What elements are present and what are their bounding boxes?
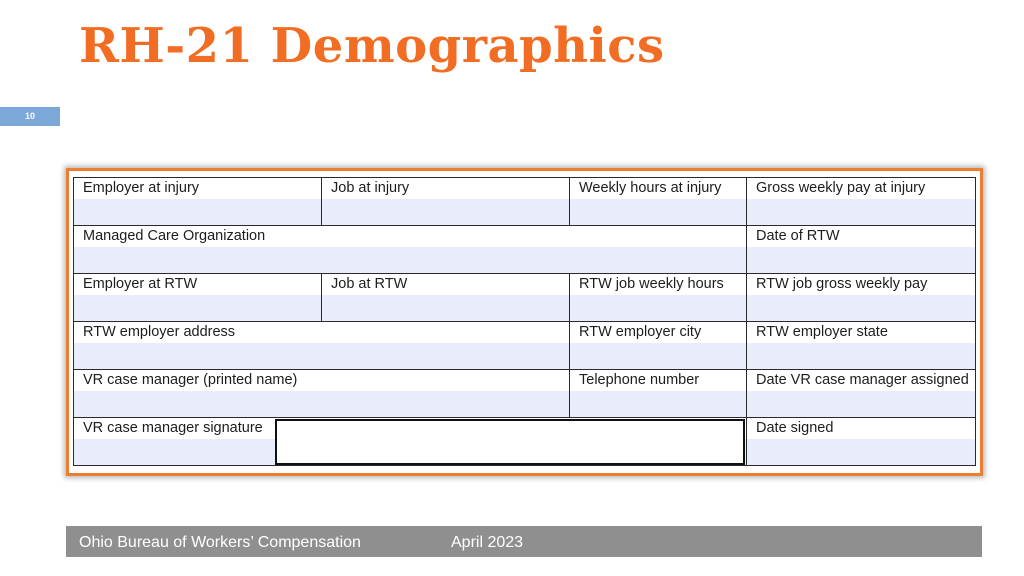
rtw-employer-city-field[interactable] bbox=[569, 321, 747, 370]
footer-date: April 2023 bbox=[451, 534, 524, 551]
weekly-hours-at-injury-field[interactable] bbox=[569, 177, 747, 226]
date-signed-label: Date signed bbox=[756, 420, 834, 436]
vr-case-manager-name-label: VR case manager (printed name) bbox=[83, 372, 298, 388]
telephone-number-field[interactable] bbox=[569, 369, 747, 418]
rtw-employer-city-label: RTW employer city bbox=[579, 324, 702, 340]
date-of-rtw-label: Date of RTW bbox=[756, 228, 840, 244]
vr-case-manager-signature-label: VR case manager signature bbox=[83, 420, 263, 436]
telephone-number-label: Telephone number bbox=[579, 372, 700, 388]
rtw-employer-state-field[interactable] bbox=[746, 321, 976, 370]
date-of-rtw-field[interactable] bbox=[746, 225, 976, 274]
date-vr-case-manager-assigned-label: Date VR case manager assigned bbox=[756, 372, 969, 388]
managed-care-organization-field[interactable] bbox=[73, 225, 747, 274]
job-at-injury-field[interactable] bbox=[321, 177, 570, 226]
rtw-job-weekly-hours-field[interactable] bbox=[569, 273, 747, 322]
slide-number: 10 bbox=[0, 107, 60, 126]
slide-title: RH-21 Demographics bbox=[79, 18, 665, 74]
weekly-hours-at-injury-label: Weekly hours at injury bbox=[579, 180, 722, 196]
managed-care-organization-label: Managed Care Organization bbox=[83, 228, 266, 244]
job-at-rtw-label: Job at RTW bbox=[331, 276, 408, 292]
gross-weekly-pay-at-injury-field[interactable] bbox=[746, 177, 976, 226]
rtw-employer-address-label: RTW employer address bbox=[83, 324, 236, 340]
date-signed-field[interactable] bbox=[746, 417, 976, 466]
gross-weekly-pay-at-injury-label: Gross weekly pay at injury bbox=[756, 180, 926, 196]
rtw-job-weekly-hours-label: RTW job weekly hours bbox=[579, 276, 724, 292]
employer-at-injury-field[interactable] bbox=[73, 177, 322, 226]
rtw-job-gross-weekly-pay-label: RTW job gross weekly pay bbox=[756, 276, 928, 292]
job-at-rtw-field[interactable] bbox=[321, 273, 570, 322]
employer-at-injury-label: Employer at injury bbox=[83, 180, 200, 196]
signature-box[interactable] bbox=[275, 419, 745, 465]
employer-at-rtw-field[interactable] bbox=[73, 273, 322, 322]
rtw-job-gross-weekly-pay-field[interactable] bbox=[746, 273, 976, 322]
employer-at-rtw-label: Employer at RTW bbox=[83, 276, 198, 292]
date-vr-case-manager-assigned-field[interactable] bbox=[746, 369, 976, 418]
rtw-employer-address-field[interactable] bbox=[73, 321, 570, 370]
rtw-employer-state-label: RTW employer state bbox=[756, 324, 888, 340]
vr-case-manager-name-field[interactable] bbox=[73, 369, 570, 418]
job-at-injury-label: Job at injury bbox=[331, 180, 410, 196]
footer-organization: Ohio Bureau of Workers’ Compensation bbox=[79, 534, 361, 551]
